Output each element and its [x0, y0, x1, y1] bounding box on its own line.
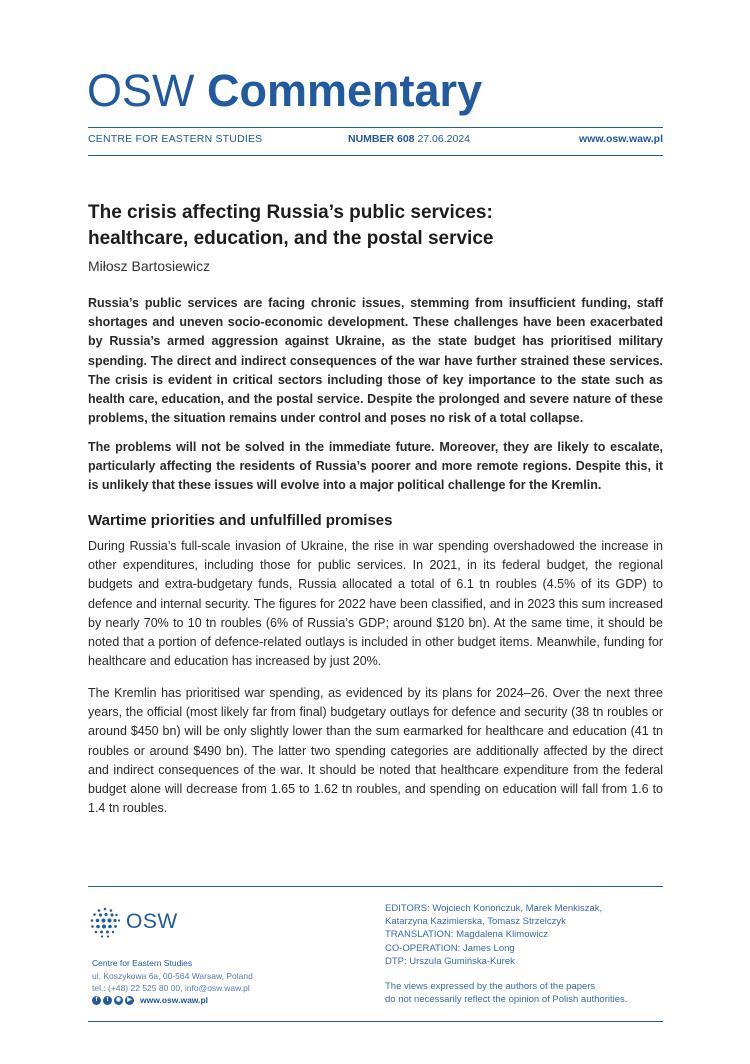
editors-line: EDITORS: Wojciech Konończuk, Marek Menkiszak, [385, 903, 603, 914]
disclaimer-line-1: The views expressed by the authors of the papers [385, 981, 596, 992]
body-paragraph: The Kremlin has prioritised war spending, as evidenced by its plans for 2024–26. Over the next three years, the official (most likely far from final) budgetary outlays for defence and security (38 tn roubles or around $450 bn) will be only slightly lower than the sum earmarked for healthcare and education (41 tn roubles or around $490 bn). The latter two spending categories are additionally affected by the direct and indirect consequences of the war. It should be noted that healthcare expenditure from the federal budget alone will decrease from 1.65 to 1.62 tn roubles, and spending on education will fall from 1.6 to 1.4 tn roubles. [88, 686, 663, 816]
podcast-icon[interactable]: ◉ [115, 996, 122, 1003]
editorial-credits [385, 902, 602, 968]
dtp-credit: DTP: Urszula Gumińska-Kurek [385, 955, 515, 967]
masthead-product: Commentary [207, 65, 483, 116]
footer-top-rule [88, 886, 663, 887]
logo-wordmark: OSW [126, 910, 178, 933]
footer-address [92, 957, 253, 995]
header-top-rule [88, 127, 663, 128]
issue-number: NUMBER 608 [348, 133, 415, 145]
street-address: ul. Koszykowa 6a, 00-564 Warsaw, Poland [92, 970, 253, 981]
issue-date: 27.06.2024 [417, 133, 471, 145]
section-heading: Wartime priorities and unfulfilled promises [88, 512, 393, 529]
article-title [88, 200, 648, 252]
osw-logo [88, 905, 178, 939]
org-name: Centre for Eastern Studies [92, 958, 193, 968]
footer-bottom-rule [88, 1021, 663, 1022]
twitter-icon[interactable]: t [103, 996, 112, 1005]
masthead [87, 64, 482, 118]
header-bottom-rule [88, 155, 663, 156]
facebook-icon[interactable]: f [92, 996, 101, 1005]
disclaimer-line-2: do not necessarily reflect the opinion of Polish authorities. [385, 994, 628, 1005]
cooperation-credit: CO-OPERATION: James Long [385, 942, 515, 954]
issue-info [348, 133, 470, 145]
translation-credit: TRANSLATION: Magdalena Klimowicz [385, 929, 548, 941]
disclaimer [385, 980, 627, 1006]
youtube-icon[interactable]: ▶ [125, 996, 134, 1005]
centre-name: CENTRE FOR EASTERN STUDIES [88, 133, 263, 145]
author-name: Miłosz Bartosiewicz [88, 258, 211, 274]
header-website-link[interactable]: www.osw.waw.pl [578, 133, 663, 145]
title-line-2: healthcare, education, and the postal service [88, 228, 494, 249]
lead-paragraph: The problems will not be solved in the immediate future. Moreover, they are likely to escalate, particularly affecting the residents of Russia’s poorer and more remote regions. Despite this, it is unlikely that these issues will evolve into a major political challenge for the Kremlin. [88, 440, 663, 493]
globe-icon [88, 905, 122, 939]
masthead-brand: OSW [87, 65, 195, 116]
body-paragraph: During Russia’s full-scale invasion of Ukraine, the rise in war spending overshadowed the increase in other expenditures, including those for public services. In 2021, in its federal budget, the regional budgets and extra-budgetary funds, Russia allocated a total of 6.1 tn roubles (4.5% of its GDP) to defence and internal security. The figures for 2022 have been classified, and in 2023 this sum increased by nearly 70% to 10 tn roubles (6% of Russia’s GDP; around $120 bn). At the same time, it should be noted that a portion of defence-related outlays is included in other budget items. Meanwhile, funding for healthcare and education has increased by just 20%. [88, 539, 663, 669]
title-line-1: The crisis affecting Russia’s public services: [88, 202, 493, 223]
contact-info[interactable]: tel.: (+48) 22 525 80 00, info@osw.waw.pl [92, 983, 250, 993]
social-links [92, 995, 208, 1005]
editors-line-cont: Katarzyna Kazimierska, Tomasz Strzelczyk [385, 916, 566, 928]
footer-website-link[interactable]: www.osw.waw.pl [140, 995, 209, 1005]
lead-paragraph: Russia’s public services are facing chronic issues, stemming from insufficient funding, staff shortages and uneven socio-economic development. These challenges have been exacerbated by Russia’s armed aggression against Ukraine, as the state budget has prioritised military spending. The direct and indirect consequences of the war have further strained these services. The crisis is evident in critical sectors including those of key importance to the state such as health care, education, and the postal service. Despite the prolonged and severe nature of these problems, the situation remains under control and poses no risk of a total collapse. [88, 296, 663, 426]
